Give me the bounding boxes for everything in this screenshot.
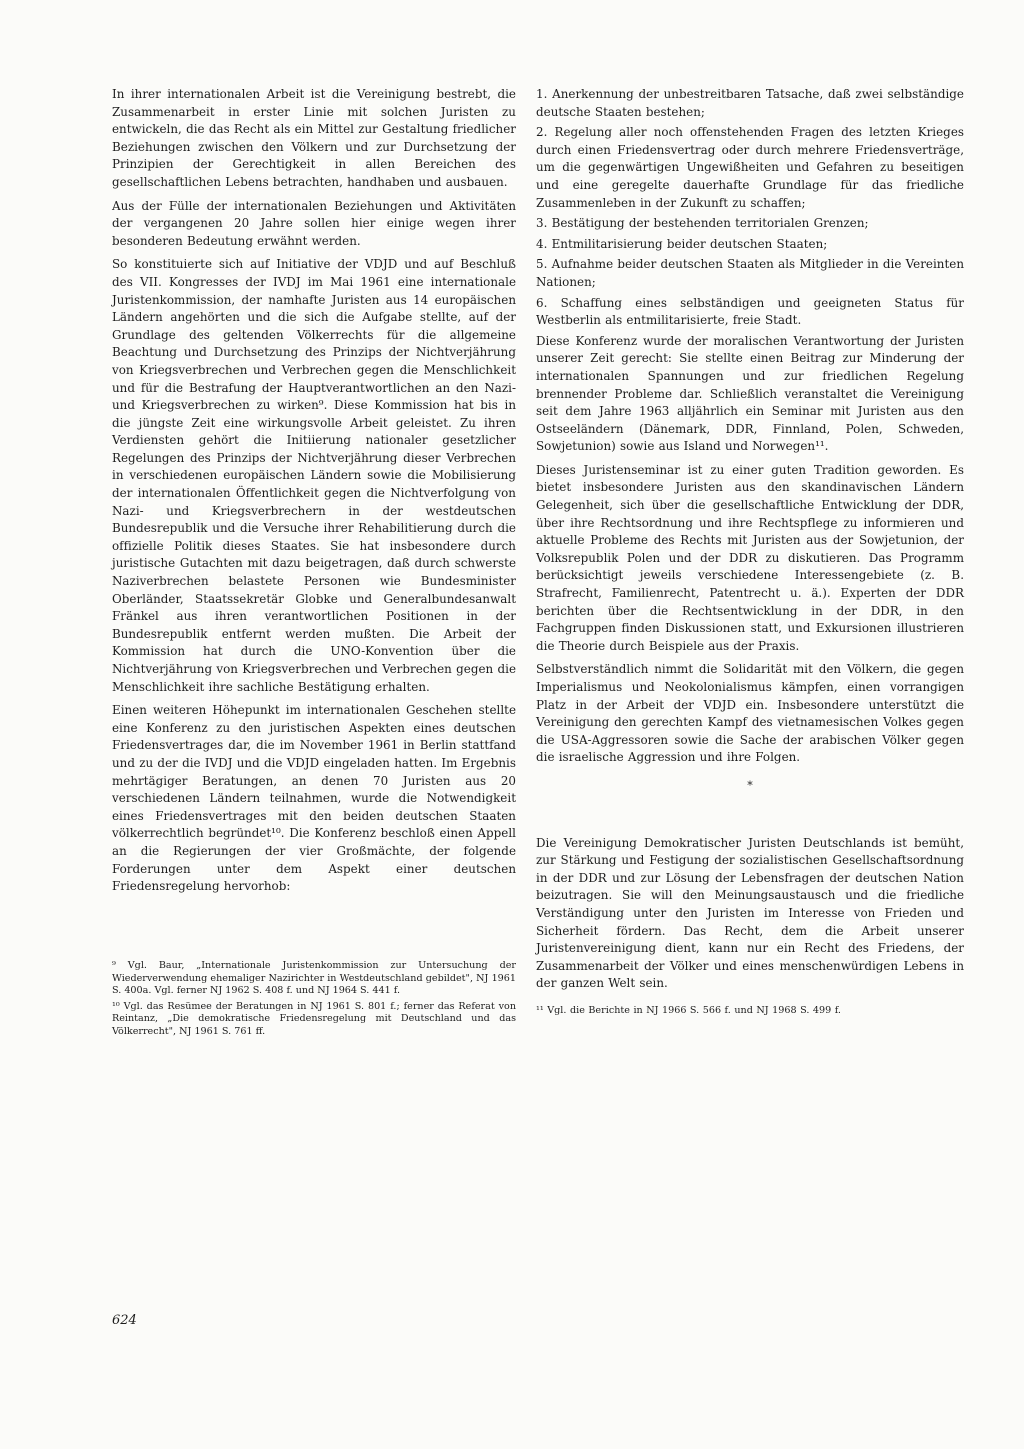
footnote-10: ¹⁰ Vgl. das Resümee der Beratungen in NJ 1961 S. 801 f.; ferner das Referat von Reintanz, „Die demokratische Friedensregelung mit Deutschland und das Völkerrecht", NJ 1961 S. 761 ff. — [112, 1000, 516, 1037]
paragraph: So konstituierte sich auf Initiative der VDJD und auf Beschluß des VII. Kongresses der IVDJ im Mai 1961 eine internationale Juristenkommission, der namhafte Juristen aus 14 europäischen Ländern angehörten und die sich die Aufgabe stellte, auf der Grundlage des geltenden Völkerrechts für die allgemeine Beachtung und Durchsetzung des Prinzips der Nichtverjährung von Kriegsverbrechen und Verbrechen gegen die Menschlichkeit und für die Bestrafung der Hauptverantwortlichen an den Nazi- und Kriegsverbrechen zu wirken⁹. Diese Kommission hat bis in die jüngste Zeit eine wirkungsvolle Arbeit geleistet. Zu ihren Verdiensten gehört die Initiierung nationaler gesetzlicher Regelungen des Prinzips der Nichtverjährung dieser Verbrechen in verschiedenen europäischen Ländern sowie die Mobilisierung der internationalen Öffentlichkeit gegen die Nichtverfolgung von Nazi- und Kriegsverbrechern in der westdeutschen Bundesrepublik und die Versuche ihrer Rehabilitierung durch die offizielle Politik dieses Staates. Sie hat insbesondere durch juristische Gutachten mit dazu beigetragen, daß durch schwerste Naziverbrechen belastete Personen wie Bundesminister Oberländer, Staatssekretär Globke und Generalbundesanwalt Fränkel aus ihren verantwortlichen Positionen in der Bundesrepublik entfernt werden mußten. Die Arbeit der Kommission hat durch die UNO-Konvention über die Nichtverjährung von Kriegsverbrechen und Verbrechen gegen die Menschlichkeit ihre sachliche Bestätigung erhalten. — [112, 257, 516, 694]
page-number: 624 — [112, 1313, 137, 1328]
paragraph: Aus der Fülle der internationalen Beziehungen und Aktivitäten der vergangenen 20 Jahre sollen hier einige wegen ihrer besonderen Bedeutung erwähnt werden. — [112, 198, 516, 248]
paragraph: Diese Konferenz wurde der moralischen Verantwortung der Juristen unserer Zeit gerecht: Sie stellte einen Beitrag zur Minderung der internationalen Spannungen und zur friedlichen Regelung brennender Probleme dar. Schließlich veranstaltet die Vereinigung seit dem Jahre 1963 alljährlich ein Seminar mit Juristen aus den Ostseeländern (Dänemark, DDR, Finnland, Polen, Schweden, Sowjetunion) sowie aus Island und Norwegen¹¹. — [536, 333, 964, 454]
list-item: 5. Aufnahme beider deutschen Staaten als Mitglieder in die Vereinten Nationen; — [536, 257, 964, 289]
paragraph: Dieses Juristenseminar ist zu einer guten Tradition geworden. Es bietet insbesondere Juristen aus den skandinavischen Ländern Gelegenheit, sich über die gesellschaftliche Entwicklung der DDR, über ihre Rechtsordnung und ihre Rechtspflege zu informieren und aktuelle Probleme des Rechts mit Juristen aus der Sowjetunion, der Volksrepublik Polen und der DDR zu diskutieren. Das Programm berücksichtigt jeweils verschiedene Interessengebiete (z. B. Strafrecht, Familienrecht, Patentrecht u. ä.). Experten der DDR berichten über die Rechtsentwicklung in der DDR, in den Fachgruppen finden Diskussionen statt, und Exkursionen illustrieren die Theorie durch Beispiele aus der Praxis. — [536, 462, 964, 653]
paragraph: In ihrer internationalen Arbeit ist die Vereinigung bestrebt, die Zusammenarbeit in erster Linie mit solchen Juristen zu entwickeln, die das Recht als ein Mittel zur Gestaltung friedlicher Beziehungen zwischen den Völkern und zur Durchsetzung der Prinzipien der Gerechtigkeit in allen Bereichen des gesellschaftlichen Lebens betrachten, handhaben und ausbauen. — [112, 87, 516, 189]
paragraph: Einen weiteren Höhepunkt im internationalen Geschehen stellte eine Konferenz zu den juristischen Aspekten eines deutschen Friedensvertrages dar, die im November 1961 in Berlin stattfand und zu der die IVDJ und die VDJD eingeladen hatten. Im Ergebnis mehrtägiger Beratungen, an denen 70 Juristen aus 20 verschiedenen Ländern teilnahmen, wurde die Notwendigkeit eines Friedensvertrages mit den beiden deutschen Staaten völkerrechtlich begründet¹⁰. Die Konferenz beschloß einen Appell an die Regierungen der vier Großmächte, der folgende Forderungen unter dem Aspekt einer deutschen Friedensregelung hervorhob: — [112, 703, 516, 894]
list-item: 6. Schaffung eines selbständigen und geeigneten Status für Westberlin als entmilitarisierte, freie Stadt. — [536, 295, 964, 328]
section-separator: * — [747, 778, 753, 792]
list-item: 3. Bestätigung der bestehenden territorialen Grenzen; — [536, 216, 869, 231]
list-item: 4. Entmilitarisierung beider deutschen Staaten; — [536, 236, 828, 251]
closing-paragraph: Die Vereinigung Demokratischer Juristen Deutschlands ist bemüht, zur Stärkung und Festigung der sozialistischen Gesellschaftsordnung in der DDR und zur Lösung der Lebensfragen der deutschen Nation beizutragen. Sie will den Meinungsaustausch und die friedliche Verständigung unter den Juristen im Interesse von Frieden und Sicherheit fördern. Das Recht, dem die Arbeit unserer Juristenvereinigung dient, kann nur ein Recht des Friedens, der Zusammenarbeit der Völker und eines menschenwürdigen Lebens in der ganzen Welt sein. — [536, 835, 964, 991]
left-column — [112, 86, 516, 902]
left-footnotes — [112, 960, 516, 1042]
list-item: 2. Regelung aller noch offenstehenden Fragen des letzten Krieges durch einen Friedensvertrag oder durch mehrere Friedensverträge, um die gegenwärtigen Ungewißheiten und Gefahren zu beseitigen und eine geregelte dauerhafte Grundlage für das friedliche Zusammenleben in der Zukunft zu schaffen; — [536, 125, 964, 210]
footnote-9: ⁹ Vgl. Baur, „Internationale Juristenkommission zur Untersuchung der Wiederverwendung ehemaliger Nazirichter in Westdeutschland gebildet", NJ 1961 S. 400a. Vgl. ferner NJ 1962 S. 408 f. und NJ 1964 S. 441 f. — [112, 960, 516, 997]
list-item: 1. Anerkennung der unbestreitbaren Tatsache, daß zwei selbständige deutsche Staaten bestehen; — [536, 87, 964, 119]
footnote-11: ¹¹ Vgl. die Berichte in NJ 1966 S. 566 f. und NJ 1968 S. 499 f. — [536, 1004, 841, 1016]
right-column — [536, 86, 964, 1024]
paragraph: Selbstverständlich nimmt die Solidarität mit den Völkern, die gegen Imperialismus und Neokolonialismus kämpfen, einen vorrangigen Platz in der Arbeit der VDJD ein. Insbesondere unterstützt die Vereinigung den gerechten Kampf des vietnamesischen Volkes gegen die USA-Aggressoren sowie die Sache der arabischen Völker gegen die israelische Aggression und ihre Folgen. — [536, 662, 964, 765]
